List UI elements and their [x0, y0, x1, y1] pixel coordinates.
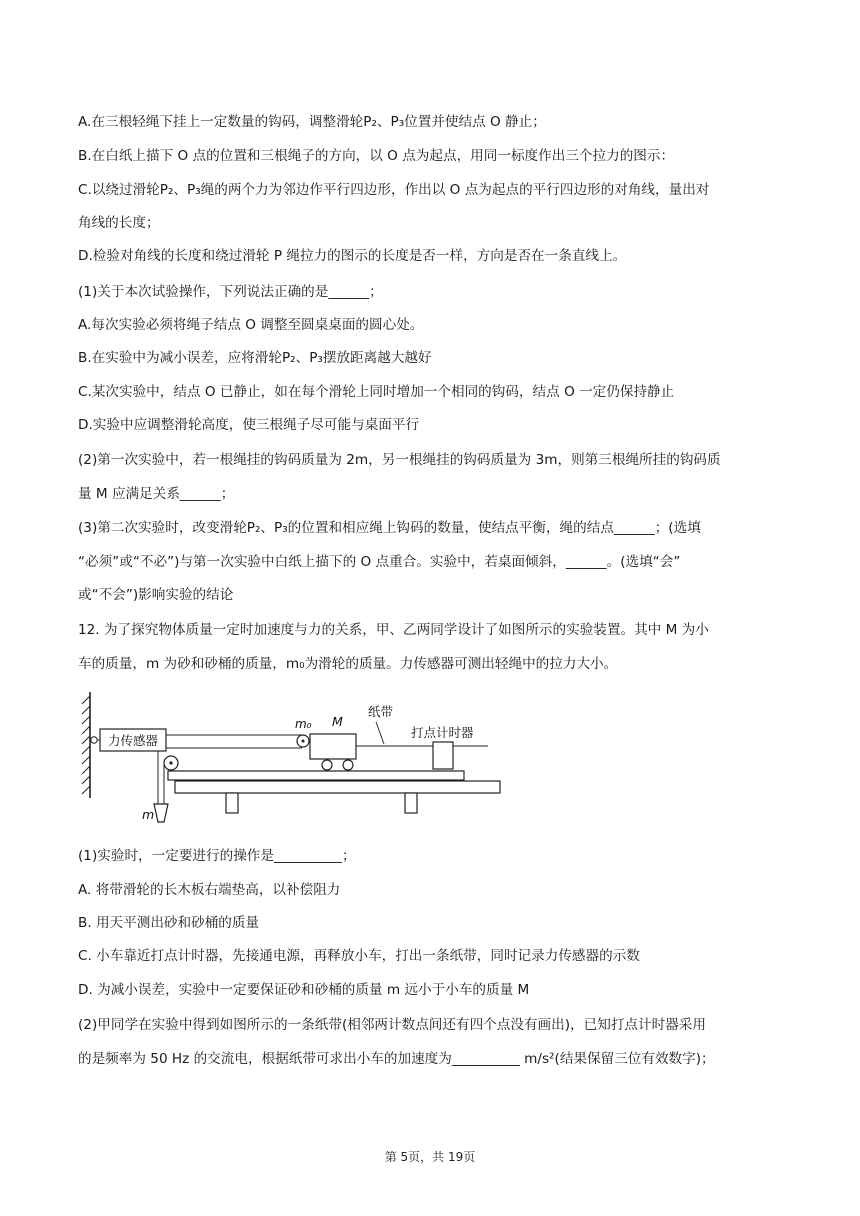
long-board: [168, 771, 464, 780]
m0-label: m₀: [295, 717, 312, 731]
timer-box: [433, 742, 453, 769]
question-12-1-option-d: D. 为减小误差，实验中一定要保证砂和砂桶的质量 m 远小于小车的质量 M: [78, 982, 530, 998]
experiment-apparatus-figure: [78, 686, 508, 826]
question-12-2-stem-cont: 的是频率为 50 Hz 的交流电，根据纸带可求出小车的加速度为__________ m/s²(结果保留三位有效数字)；: [78, 1051, 715, 1067]
force-sensor-label: 力传感器: [107, 733, 159, 748]
wall-mount: [91, 737, 97, 743]
tape-label: 纸带: [368, 704, 394, 719]
question-1-option-c: C.某次实验中，结点 O 已静止，如在每个滑轮上同时增加一个相同的钩码，结点 O 一定仍保持静止: [78, 384, 675, 400]
question-2-stem: (2)第一次实验中，若一根绳挂的钩码质量为 2m，另一根绳挂的钩码质量为 3m，则第三根绳所挂的钩码质: [78, 452, 721, 468]
wall-hatching: [82, 696, 90, 794]
table-leg-right: [405, 793, 417, 813]
table-top: [175, 781, 500, 793]
question-1-stem: (1)关于本次试验操作，下列说法正确的是______；: [78, 284, 383, 300]
bucket-mass-label: m: [142, 807, 155, 822]
question-1-option-b: B.在实验中为减小误差，应将滑轮P₂、P₃摆放距离越大越好: [78, 350, 432, 366]
timer-label: 打点计时器: [411, 725, 474, 740]
question-12-1-stem: (1)实验时，一定要进行的操作是__________；: [78, 848, 356, 864]
cart-mass-label: M: [332, 714, 343, 729]
cart-wheel-right: [343, 760, 353, 770]
question-1-option-d: D.实验中应调整滑轮高度，使三根绳子尽可能与桌面平行: [78, 417, 420, 433]
cart: [310, 734, 356, 759]
question-2-stem-cont: 量 M 应满足关系______；: [78, 486, 235, 502]
step-d-text: D.检验对角线的长度和绕过滑轮 P 绳拉力的图示的长度是否一样，方向是否在一条直线上。: [78, 248, 627, 264]
question-1-option-a: A.每次实验必须将绳子结点 O 调整至圆桌桌面的圆心处。: [78, 317, 424, 333]
question-12-1-option-a: A. 将带滑轮的长木板右端垫高，以补偿阻力: [78, 882, 341, 898]
question-3-stem-end: 或“不会”)影响实验的结论: [78, 587, 234, 603]
cart-wheel-left: [322, 760, 332, 770]
question-12-2-stem: (2)甲同学在实验中得到如图所示的一条纸带(相邻两计数点间还有四个点没有画出)，已知打点计时器采用: [78, 1017, 706, 1033]
question-3-stem: (3)第二次实验时，改变滑轮P₂、P₃的位置和相应绳上钩码的数量，使结点平衡，绳的结点______；(选填: [78, 520, 701, 536]
problem-12-intro: 12. 为了探究物体质量一定时加速度与力的关系，甲、乙两同学设计了如图所示的实验装置。其中 M 为小: [78, 622, 709, 638]
step-c-text-cont: 角线的长度；: [78, 215, 160, 231]
sand-bucket: [154, 804, 168, 822]
problem-12-intro-cont: 车的质量，m 为砂和砂桶的质量，m₀为滑轮的质量。力传感器可测出轻绳中的拉力大小。: [78, 656, 618, 672]
question-12-1-option-b: B. 用天平测出砂和砂桶的质量: [78, 915, 260, 931]
step-a-text: A.在三根轻绳下挂上一定数量的钩码，调整滑轮P₂、P₃位置并使结点 O 静止；: [78, 114, 546, 130]
question-3-stem-cont: “必须”或“不必”)与第一次实验中白纸上描下的 O 点重合。实验中，若桌面倾斜，______。(选填“会”: [78, 554, 681, 570]
question-12-1-option-c: C. 小车靠近打点计时器，先接通电源，再释放小车，打出一条纸带，同时记录力传感器的示数: [78, 948, 640, 964]
tape-pointer: [376, 722, 384, 744]
step-c-text: C.以绕过滑轮P₂、P₃绳的两个力为邻边作平行四边形，作出以 O 点为起点的平行四边形的对角线，量出对: [78, 182, 710, 198]
table-leg-left: [226, 793, 238, 813]
step-b-text: B.在白纸上描下 O 点的位置和三根绳子的方向，以 O 点为起点，用同一标度作出三个拉力的图示：: [78, 148, 675, 164]
page-footer: 第 5页，共 19页: [384, 1150, 476, 1164]
